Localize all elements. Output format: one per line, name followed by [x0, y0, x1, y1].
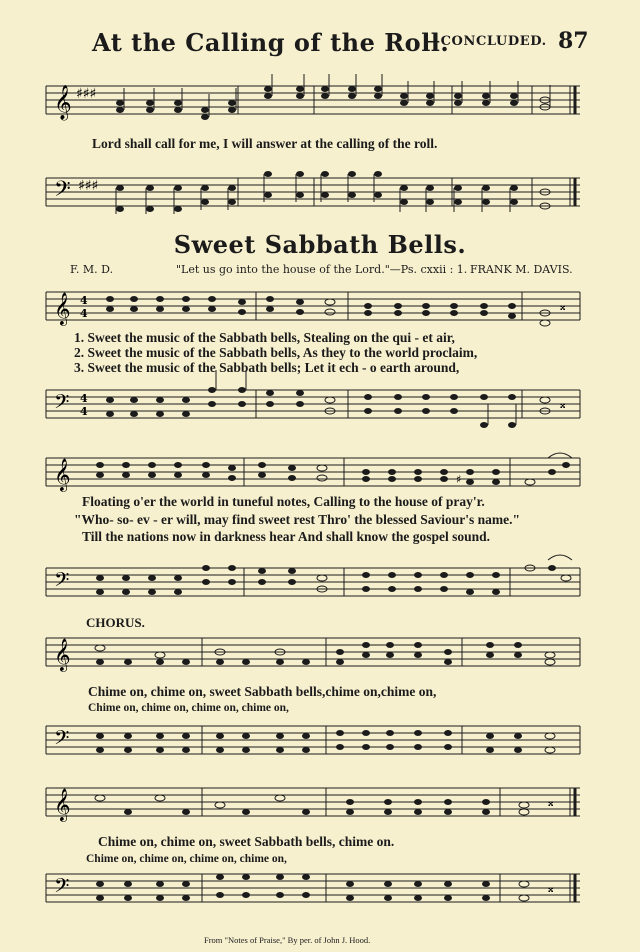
bass-clef-icon: 𝄢 [54, 177, 71, 207]
author-initials: F. M. D. [70, 263, 114, 276]
svg-text:4: 4 [80, 307, 88, 320]
bass-clef-icon: 𝄢 [54, 568, 70, 596]
bass-clef-icon: 𝄢 [54, 390, 70, 418]
roll-treble-staff [0, 78, 640, 138]
verse1-bass-notes [106, 387, 550, 428]
chorus-label: CHORUS. [86, 615, 145, 630]
verse2-bass-notes [96, 565, 571, 595]
page-number: 87 [558, 28, 589, 54]
chorus1-bass-staff [0, 720, 640, 770]
scripture-reference: "Let us go into the house of the Lord."—Ps. cxxii : 1. [176, 263, 468, 276]
treble-clef-icon: 𝄞 [54, 458, 71, 491]
svg-text:4: 4 [80, 405, 88, 418]
svg-text:4: 4 [80, 294, 88, 307]
sharp-icon: ♯♯♯ [76, 86, 97, 102]
svg-text:𝄪: 𝄪 [560, 299, 566, 313]
svg-text:4: 4 [80, 392, 88, 405]
page-running-subtitle: —CONCLUDED. [427, 34, 547, 49]
treble-clef-icon: 𝄞 [54, 85, 72, 120]
verse-3-line-1: 3. Sweet the music of the Sabbath bells; Let it ech - o earth around, [74, 360, 460, 375]
svg-text:𝄪: 𝄪 [548, 881, 554, 895]
chorus2-bass-staff [0, 868, 640, 918]
bass-clef-icon: 𝄢 [54, 874, 70, 902]
verse-2-line-1: 2. Sweet the music of the Sabbath bells, As they to the world proclaim, [74, 345, 478, 360]
chorus-echo-line-2: Chime on, chime on, chime on, chime on, [86, 853, 287, 865]
verse-2-line-2: "Who- so- ev - er will, may find sweet rest Thro' the blessed Saviour's name." [74, 512, 520, 527]
song-title: Sweet Sabbath Bells. [173, 230, 467, 259]
sharp-icon: ♯♯♯ [78, 178, 99, 194]
roll-lyric: Lord shall call for me, I will answer at the calling of the roll. [92, 136, 438, 151]
verse1-treble-notes [106, 296, 550, 326]
chorus2-treble-notes [95, 795, 529, 815]
verse1-bass-staff [0, 384, 640, 434]
treble-clef-icon: 𝄞 [54, 638, 71, 671]
composer-name: FRANK M. DAVIS. [470, 263, 573, 276]
verse-1-line-2: Floating o'er the world in tuneful notes, Calling to the house of pray'r. [82, 494, 485, 509]
verse1-treble-staff [0, 286, 640, 336]
page-running-title: At the Calling of the Roll. [92, 28, 450, 57]
chorus1-treble-staff [0, 632, 640, 682]
source-credit: From "Notes of Praise," By per. of John J. Hood. [204, 935, 371, 945]
chorus-line-2: Chime on, chime on, sweet Sabbath bells, chime on. [98, 834, 395, 849]
verse2-bass-staff [0, 562, 640, 612]
chorus-echo-line-1: Chime on, chime on, chime on, chime on, [88, 702, 289, 714]
verse-3-line-2: Till the nations now in darkness hear And shall know the gospel sound. [82, 529, 491, 544]
roll-treble-notes [116, 86, 550, 120]
svg-text:♯: ♯ [456, 473, 462, 486]
svg-text:𝄪: 𝄪 [560, 397, 566, 411]
svg-text:𝄪: 𝄪 [548, 795, 554, 809]
roll-bass-staff [0, 170, 640, 230]
bass-clef-icon: 𝄢 [54, 726, 70, 754]
chorus-line-1: Chime on, chime on, sweet Sabbath bells,chime on,chime on, [88, 684, 437, 699]
verse-1-line-1: 1. Sweet the music of the Sabbath bells, Stealing on the qui - et air, [74, 330, 455, 345]
treble-clef-icon: 𝄞 [54, 292, 71, 325]
treble-clef-icon: 𝄞 [54, 788, 71, 821]
chorus2-treble-staff [0, 782, 640, 832]
